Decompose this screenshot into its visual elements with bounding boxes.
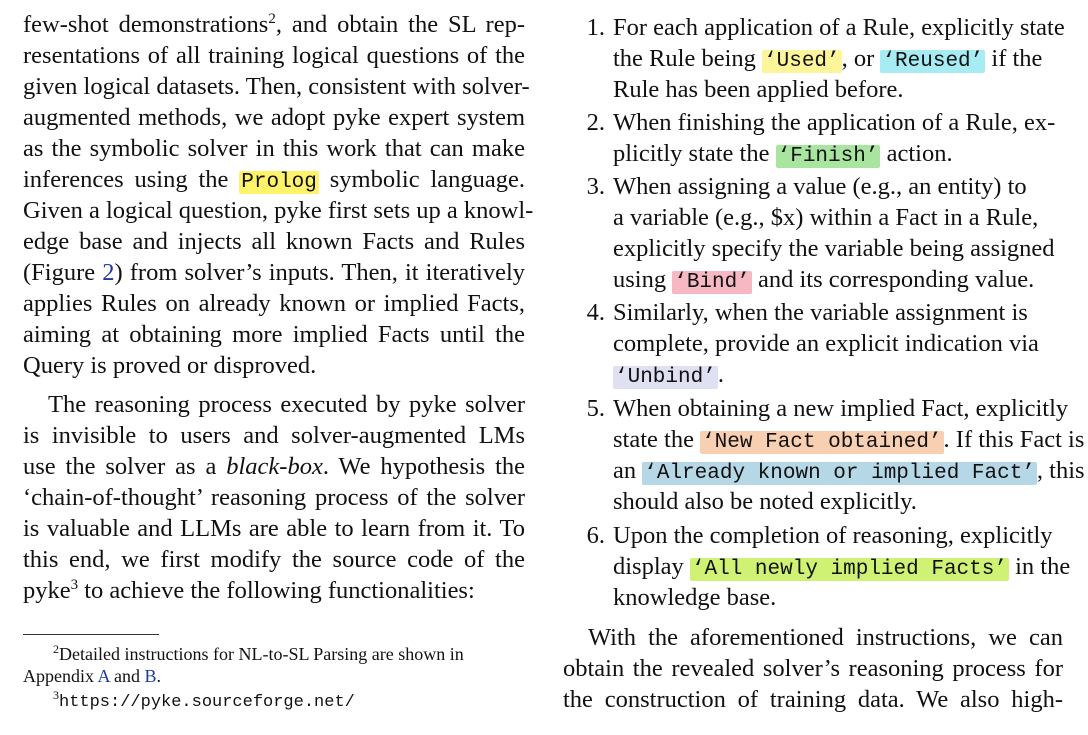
footnote-mark: 3 [70, 576, 79, 593]
text-line [563, 424, 1085, 455]
text-line [563, 43, 1065, 74]
text-span: using [613, 266, 673, 293]
text-span: Similarly, when the variable assignment is [613, 299, 1028, 326]
text-span: , this [1036, 457, 1085, 484]
text-span: few-shot demonstrations [23, 11, 269, 38]
list-item-2 [563, 107, 1065, 169]
text-span: When finishing the application of a Rule, ex- [613, 109, 1056, 136]
footnote-text: . [156, 666, 162, 686]
text-span: state the [613, 426, 701, 453]
text-line: as the symbolic solver in this work that can make [23, 135, 525, 162]
footnote-text: Appendix [23, 666, 98, 686]
figure-ref-link[interactable]: 2 [102, 259, 115, 286]
text-line [23, 257, 525, 288]
text-line: ‘chain-of-thought’ reasoning process of the solver [23, 484, 525, 511]
paragraph-1 [23, 9, 534, 381]
text-line: augmented methods, we adopt pyke expert system [23, 104, 525, 131]
text-span: , and obtain the SL rep- [275, 11, 525, 38]
text-line [563, 520, 1065, 551]
all-newly-code: ‘All newly implied Facts’ [691, 558, 1007, 581]
text-line [23, 9, 525, 40]
text-span: (Figure [23, 259, 103, 286]
text-line: given logical datasets. Then, consistent with solver- [23, 73, 530, 100]
text-line: applies Rules on already known or implied Facts, [23, 290, 525, 317]
text-line: a variable (e.g., $x) within a Fact in a Rule, [613, 204, 1039, 231]
list-number: 1. [586, 14, 605, 41]
text-line [563, 551, 1071, 582]
text-span: use the solver as a [23, 453, 227, 480]
italic-text: black-box [226, 453, 323, 480]
text-line [563, 393, 1069, 424]
list-item-5 [563, 393, 1085, 517]
footnote-mark: 3 [53, 688, 59, 702]
text-line [563, 171, 1065, 202]
list-number: 4. [586, 299, 605, 326]
used-code: ‘Used’ [764, 50, 840, 73]
text-span: display [613, 553, 690, 580]
text-line: resentations of all training logical questions of the [23, 42, 525, 69]
pyke-url-link[interactable]: https://pyke.sourceforge.net/ [59, 693, 355, 712]
text-span: and its corresponding value. [751, 266, 1035, 293]
text-line: Rule has been applied before. [613, 76, 904, 103]
instruction-list [563, 12, 1085, 613]
text-span: an [613, 457, 643, 484]
text-span: the Rule being [613, 45, 763, 72]
footnote-divider [23, 634, 159, 635]
list-number: 5. [586, 395, 605, 422]
list-item-3 [563, 171, 1065, 295]
text-span: in the [1008, 553, 1071, 580]
list-item-6 [563, 520, 1071, 613]
appendix-b-link[interactable]: B [144, 666, 157, 686]
text-span: if the [985, 45, 1043, 72]
text-span: , or [841, 45, 881, 72]
text-line: With the aforementioned instructions, we can [588, 624, 1063, 651]
footnote-2 [23, 643, 533, 687]
text-line: complete, provide an explicit indication via [613, 330, 1039, 357]
closing-paragraph [563, 622, 1063, 715]
list-number: 3. [586, 173, 605, 200]
text-line [563, 264, 1065, 295]
text-line: edge base and injects all known Facts and Rules [23, 228, 525, 255]
bind-code: ‘Bind’ [674, 271, 750, 294]
text-line [563, 107, 1065, 138]
reused-code: ‘Reused’ [882, 50, 984, 73]
text-line [563, 455, 1085, 486]
prolog-code: Prolog [241, 171, 317, 194]
already-known-code: ‘Already known or implied Fact’ [644, 462, 1035, 485]
text-span: . [717, 361, 724, 388]
text-line: aiming at obtaining more implied Facts until the [23, 321, 525, 348]
text-span: Upon the completion of reasoning, explicitly [613, 522, 1053, 549]
list-item-4 [563, 297, 1065, 390]
text-span: . If this Fact is [943, 426, 1085, 453]
text-line: this end, we first modify the source code of the [23, 546, 525, 573]
text-line: The reasoning process executed by pyke solver [48, 391, 525, 418]
appendix-a-link[interactable]: A [97, 666, 110, 686]
footnote-3 [23, 689, 563, 714]
text-line: Given a logical question, pyke first sets up a knowl- [23, 197, 534, 224]
text-span: inferences using the [23, 166, 240, 193]
text-line: explicitly specify the variable being assigned [613, 235, 1055, 262]
paragraph-2 [23, 389, 525, 606]
text-line: Query is proved or disproved. [23, 352, 317, 379]
text-line [563, 12, 1065, 43]
text-line: obtain the revealed solver’s reasoning process for [563, 655, 1063, 682]
text-span: pyke [23, 577, 71, 604]
finish-code: ‘Finish’ [777, 145, 879, 168]
list-number: 6. [586, 522, 605, 549]
text-span: action. [880, 140, 953, 167]
footnote-mark: 2 [53, 642, 59, 656]
text-span: ) from solver’s inputs. Then, it iteratively [114, 259, 525, 286]
text-span: For each application of a Rule, explicitly state [613, 14, 1065, 41]
list-number: 2. [586, 109, 605, 136]
footnote-line [23, 643, 533, 665]
text-span: When assigning a value (e.g., an entity) to [613, 173, 1027, 200]
text-line [563, 138, 1065, 169]
text-span: . We hypothesis the [322, 453, 525, 480]
text-line [23, 575, 525, 606]
text-span: When obtaining a new implied Fact, explicitly [613, 395, 1069, 422]
footnote-mark: 2 [268, 10, 276, 27]
text-span: plicitly state the [613, 140, 776, 167]
text-line: is valuable and LLMs are able to learn from it. To [23, 515, 525, 542]
text-span: to achieve the following functionalities: [78, 577, 475, 604]
text-span: symbolic language. [318, 166, 525, 193]
list-item-1 [563, 12, 1065, 105]
unbind-code: ‘Unbind’ [615, 366, 716, 389]
text-line: should also be noted explicitly. [613, 488, 917, 515]
text-line [23, 451, 525, 482]
footnote-line [23, 665, 533, 687]
text-line [563, 359, 1065, 390]
text-line [23, 164, 525, 195]
footnote-text: Detailed instructions for NL-to-SL Parsing are shown in [59, 644, 464, 664]
text-line: knowledge base. [613, 584, 777, 611]
text-line: the construction of training data. We also high- [563, 686, 1063, 713]
new-fact-code: ‘New Fact obtained’ [702, 431, 942, 454]
footnote-text: and [109, 666, 145, 686]
text-line: is invisible to users and solver-augmented LMs [23, 422, 525, 449]
text-line [563, 297, 1065, 328]
